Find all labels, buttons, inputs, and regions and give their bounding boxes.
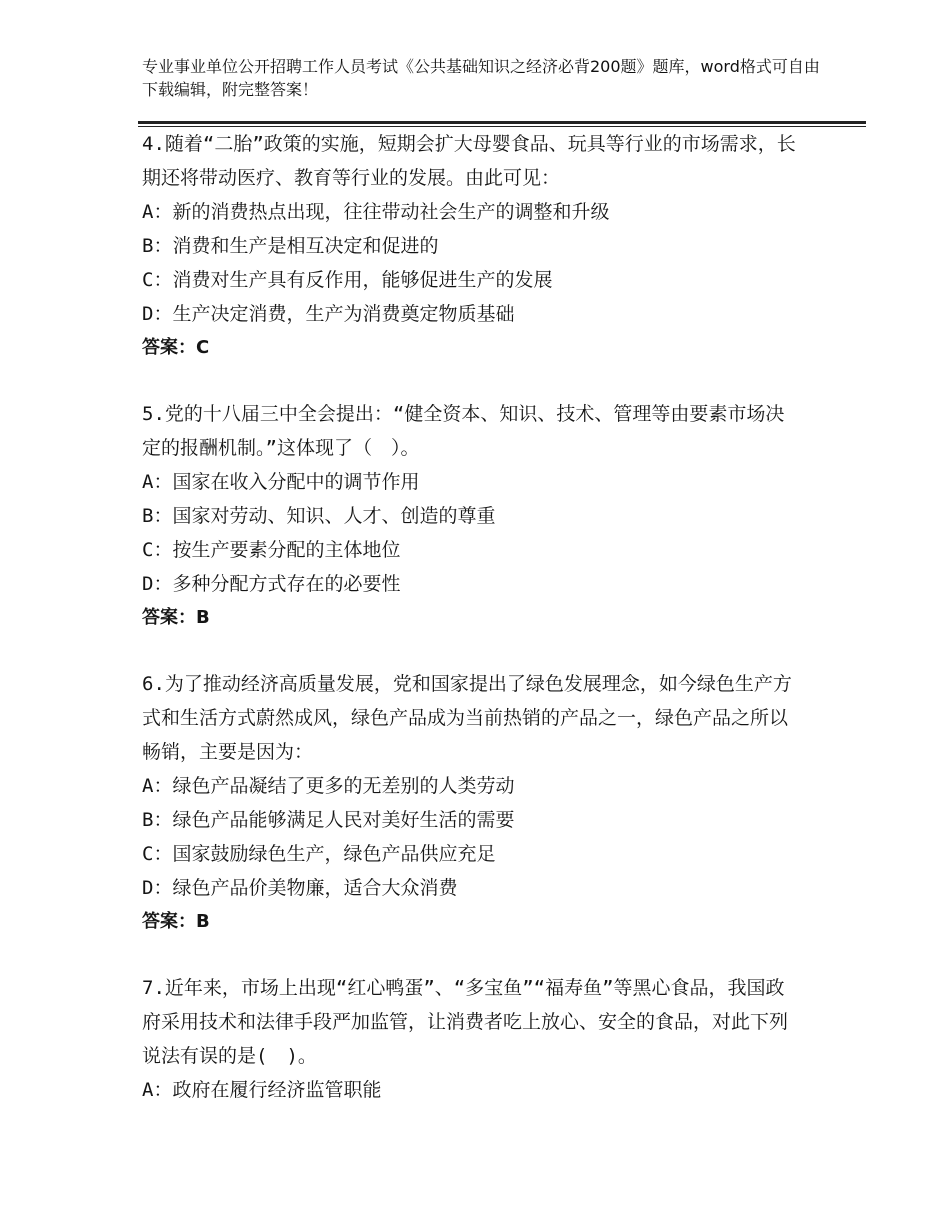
question-text: 6.为了推动经济高质量发展，党和国家提出了绿色发展理念，如今绿色生产方式和生活方式蔚然成风，绿色产品成为当前热销的产品之一，绿色产品之所以畅销，主要是因为： (142, 673, 792, 763)
option-c: C：国家鼓励绿色生产，绿色产品供应充足 (142, 843, 496, 865)
question-5 (142, 397, 802, 635)
question-4 (142, 127, 802, 365)
option-d: D：多种分配方式存在的必要性 (142, 573, 401, 595)
question-text: 5.党的十八届三中全会提出：“健全资本、知识、技术、管理等由要素市场决定的报酬机制。”这体现了（ ）。 (142, 403, 785, 459)
option-c: C：消费对生产具有反作用，能够促进生产的发展 (142, 269, 553, 291)
question-list (142, 127, 802, 1107)
question-text: 7.近年来，市场上出现“红心鸭蛋”、“多宝鱼”“福寿鱼”等黑心食品，我国政府采用技术和法律手段严加监管，让消费者吃上放心、安全的食品，对此下列说法有误的是( )。 (142, 977, 789, 1067)
option-d: D：生产决定消费，生产为消费奠定物质基础 (142, 303, 515, 325)
option-a: A：政府在履行经济监管职能 (142, 1079, 382, 1101)
answer-line: 答案：B (142, 911, 210, 932)
option-b: B：国家对劳动、知识、人才、创造的尊重 (142, 505, 496, 527)
option-a: A：国家在收入分配中的调节作用 (142, 471, 420, 493)
option-a: A：绿色产品凝结了更多的无差别的人类劳动 (142, 775, 515, 797)
option-d: D：绿色产品价美物廉，适合大众消费 (142, 877, 458, 899)
question-spacer (142, 635, 802, 667)
header-divider-thick (138, 121, 866, 124)
option-a: A：新的消费热点出现，往往带动社会生产的调整和升级 (142, 201, 610, 223)
question-7 (142, 971, 802, 1107)
option-c: C：按生产要素分配的主体地位 (142, 539, 401, 561)
answer-line: 答案：B (142, 607, 210, 628)
document-header: 专业事业单位公开招聘工作人员考试《公共基础知识之经济必背200题》题库，word格式可自由下载编辑，附完整答案！ (142, 57, 820, 99)
option-b: B：绿色产品能够满足人民对美好生活的需要 (142, 809, 515, 831)
question-text: 4.随着“二胎”政策的实施，短期会扩大母婴食品、玩具等行业的市场需求，长期还将带动医疗、教育等行业的发展。由此可见： (142, 133, 796, 189)
question-6 (142, 667, 802, 939)
answer-line: 答案：C (142, 337, 210, 358)
option-b: B：消费和生产是相互决定和促进的 (142, 235, 439, 257)
question-spacer (142, 939, 802, 971)
question-spacer (142, 365, 802, 397)
